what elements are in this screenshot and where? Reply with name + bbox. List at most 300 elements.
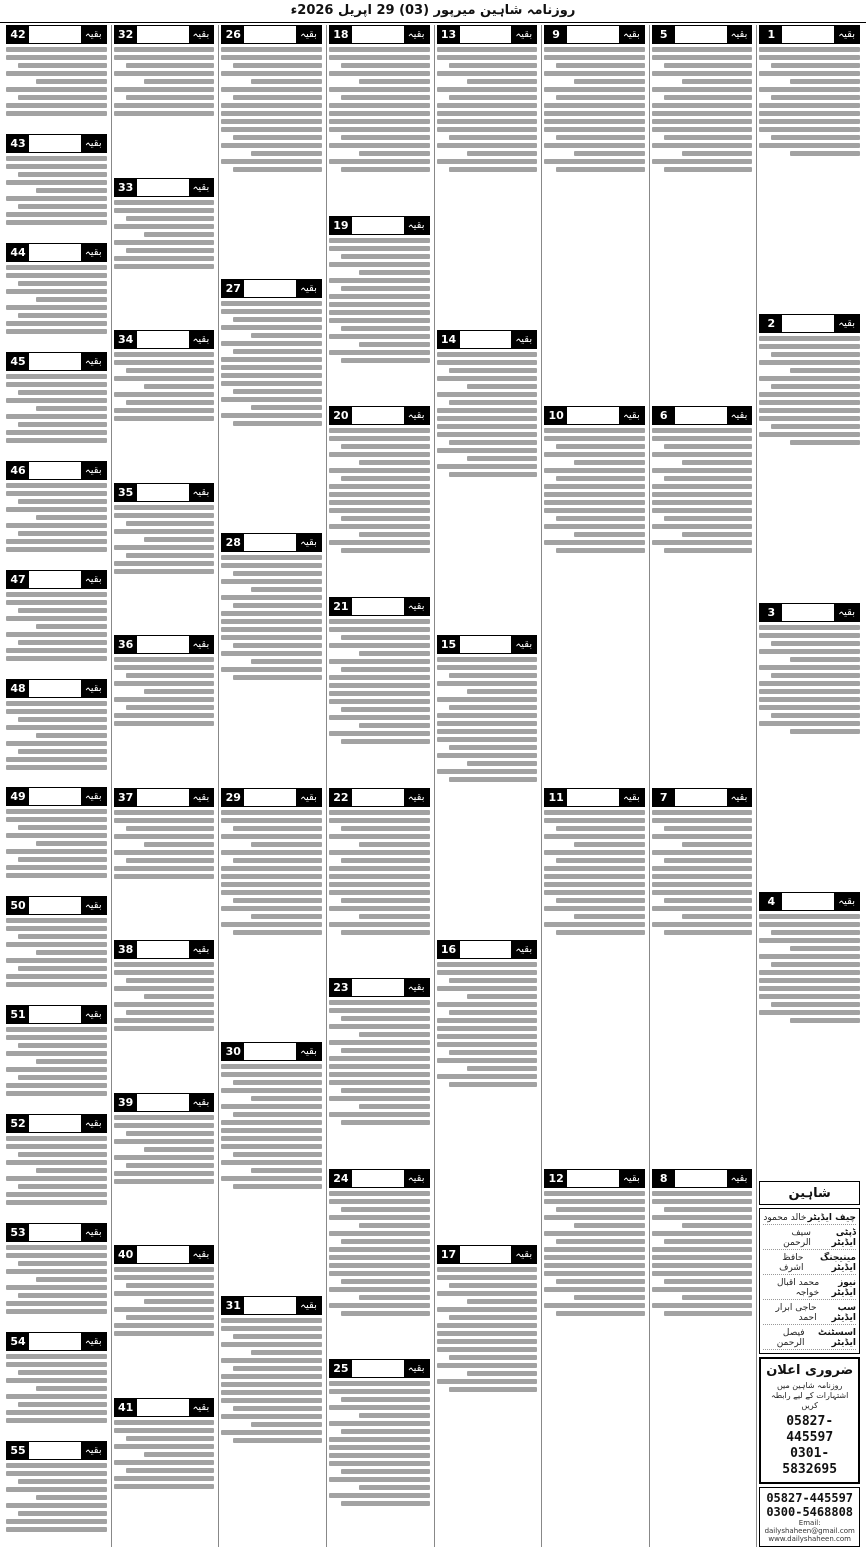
text-line xyxy=(6,1471,107,1476)
text-line xyxy=(114,240,215,245)
story-text xyxy=(6,1026,107,1111)
story-continuation xyxy=(6,1114,107,1220)
page-column xyxy=(649,25,755,1547)
text-line xyxy=(329,246,430,251)
story-continuation xyxy=(437,330,538,632)
text-line xyxy=(329,643,430,648)
story-tag xyxy=(652,25,753,44)
text-line xyxy=(329,55,430,60)
text-line xyxy=(6,592,107,597)
text-line xyxy=(329,159,430,164)
story-text xyxy=(652,46,753,403)
story-label: بقیہ xyxy=(619,1170,644,1187)
story-continuation xyxy=(437,1245,538,1547)
story-text xyxy=(329,427,430,594)
story-number: 51 xyxy=(7,1006,29,1023)
text-line xyxy=(652,922,753,927)
text-line xyxy=(329,890,430,895)
story-number: 47 xyxy=(7,571,29,588)
text-line xyxy=(329,691,430,696)
text-line xyxy=(359,151,429,156)
text-line xyxy=(449,978,538,983)
story-label: بقیہ xyxy=(189,331,214,348)
text-line xyxy=(449,368,538,373)
credit-name: فیصل الرحمن xyxy=(776,1328,805,1348)
text-line xyxy=(790,657,860,662)
text-line xyxy=(114,1123,215,1128)
text-line xyxy=(329,1199,430,1204)
story-text xyxy=(6,264,107,349)
story-label: بقیہ xyxy=(404,26,429,43)
text-line xyxy=(329,1303,430,1308)
text-line xyxy=(449,1082,538,1087)
text-line xyxy=(221,357,322,362)
text-line xyxy=(6,833,107,838)
text-line xyxy=(759,922,860,927)
story-text xyxy=(6,700,107,785)
text-line xyxy=(652,906,753,911)
text-line xyxy=(544,508,645,513)
story-number: 33 xyxy=(115,179,137,196)
text-line xyxy=(437,55,538,60)
text-line xyxy=(329,1000,430,1005)
text-line xyxy=(18,749,107,754)
credit-row xyxy=(763,1227,856,1250)
text-line xyxy=(329,1040,430,1045)
text-line xyxy=(329,731,430,736)
story-label: بقیہ xyxy=(189,636,214,653)
text-line xyxy=(221,555,322,560)
story-number: 52 xyxy=(7,1115,29,1132)
text-line xyxy=(114,1420,215,1425)
text-line xyxy=(6,709,107,714)
text-line xyxy=(233,1184,322,1189)
text-line xyxy=(544,850,645,855)
text-line xyxy=(341,1469,430,1474)
story-label: بقیہ xyxy=(189,1094,214,1111)
text-line xyxy=(114,1275,215,1280)
credit-name: خالد محمود xyxy=(763,1213,807,1223)
text-line xyxy=(556,516,645,521)
text-line xyxy=(114,681,215,686)
text-line xyxy=(6,1051,107,1056)
text-line xyxy=(449,1315,538,1320)
story-text xyxy=(544,809,645,1166)
text-line xyxy=(544,1263,645,1268)
text-line xyxy=(790,1018,860,1023)
text-line xyxy=(449,1283,538,1288)
story-tag xyxy=(759,314,860,333)
story-tag xyxy=(329,1359,430,1378)
text-line xyxy=(144,1147,214,1152)
text-line xyxy=(329,810,430,815)
text-line xyxy=(771,641,860,646)
text-line xyxy=(652,1247,753,1252)
text-line xyxy=(759,721,860,726)
text-line xyxy=(221,882,322,887)
text-line xyxy=(6,1136,107,1141)
text-line xyxy=(329,1287,430,1292)
story-label: بقیہ xyxy=(81,897,106,914)
text-line xyxy=(6,982,107,987)
text-line xyxy=(771,673,860,678)
story-continuation xyxy=(221,25,322,276)
text-line xyxy=(329,103,430,108)
story-text xyxy=(652,809,753,1166)
story-label: بقیہ xyxy=(296,280,321,297)
text-line xyxy=(114,1018,215,1023)
text-line xyxy=(6,1487,107,1492)
text-line xyxy=(544,500,645,505)
text-line xyxy=(18,825,107,830)
story-tag xyxy=(6,134,107,153)
text-line xyxy=(544,818,645,823)
text-line xyxy=(467,994,537,999)
text-line xyxy=(759,986,860,991)
text-line xyxy=(759,681,860,686)
text-line xyxy=(251,1096,321,1101)
text-line xyxy=(221,87,322,92)
story-label: بقیہ xyxy=(81,1442,106,1459)
text-line xyxy=(437,986,538,991)
text-line xyxy=(6,1378,107,1383)
text-line xyxy=(682,532,752,537)
contact-phone: 05827-445597 xyxy=(766,1491,854,1505)
text-line xyxy=(544,111,645,116)
text-line xyxy=(467,1299,537,1304)
text-line xyxy=(18,63,107,68)
story-tag xyxy=(329,978,430,997)
text-line xyxy=(759,625,860,630)
story-label: بقیہ xyxy=(727,789,752,806)
text-line xyxy=(329,683,430,688)
text-line xyxy=(544,1247,645,1252)
story-tag xyxy=(114,483,215,502)
text-line xyxy=(437,713,538,718)
text-line xyxy=(437,87,538,92)
story-number: 54 xyxy=(7,1333,29,1350)
text-line xyxy=(6,491,107,496)
story-continuation xyxy=(114,25,215,175)
text-line xyxy=(329,1421,430,1426)
text-line xyxy=(437,464,538,469)
story-number: 46 xyxy=(7,462,29,479)
text-line xyxy=(329,1263,430,1268)
text-line xyxy=(221,55,322,60)
text-line xyxy=(6,725,107,730)
contact-email: Email: dailyshaheen@gmail.com xyxy=(764,1519,855,1535)
text-line xyxy=(6,111,107,116)
story-number: 14 xyxy=(438,331,460,348)
staff-credits xyxy=(759,1208,860,1354)
text-line xyxy=(467,1066,537,1071)
story-label: بقیہ xyxy=(296,534,321,551)
text-line xyxy=(36,515,106,520)
story-text xyxy=(114,961,215,1090)
credit-role: چیف ایڈیٹر xyxy=(807,1213,856,1223)
story-label: بقیہ xyxy=(81,1115,106,1132)
text-line xyxy=(126,673,215,678)
story-label: بقیہ xyxy=(834,315,859,332)
text-line xyxy=(341,1501,430,1506)
text-line xyxy=(6,1083,107,1088)
text-line xyxy=(221,1136,322,1141)
story-tag xyxy=(114,1093,215,1112)
story-continuation xyxy=(221,1042,322,1293)
text-line xyxy=(221,619,322,624)
text-line xyxy=(652,159,753,164)
story-number: 41 xyxy=(115,1399,137,1416)
text-line xyxy=(759,400,860,405)
story-tag xyxy=(652,406,753,425)
text-line xyxy=(114,1139,215,1144)
story-number: 26 xyxy=(222,26,244,43)
story-continuation xyxy=(114,483,215,633)
story-text xyxy=(221,300,322,530)
text-line xyxy=(329,1112,430,1117)
text-line xyxy=(114,87,215,92)
story-label: بقیہ xyxy=(81,26,106,43)
text-line xyxy=(759,689,860,694)
text-line xyxy=(221,1430,322,1435)
text-line xyxy=(114,561,215,566)
text-line xyxy=(6,1394,107,1399)
text-line xyxy=(544,1215,645,1220)
story-tag xyxy=(329,788,430,807)
text-line xyxy=(437,1307,538,1312)
text-line xyxy=(556,63,645,68)
text-line xyxy=(6,156,107,161)
story-continuation xyxy=(329,216,430,404)
text-line xyxy=(341,286,430,291)
story-text xyxy=(6,1135,107,1220)
text-line xyxy=(544,866,645,871)
story-tag xyxy=(114,330,215,349)
story-continuation xyxy=(329,25,430,213)
text-line xyxy=(437,376,538,381)
text-line xyxy=(759,978,860,983)
text-line xyxy=(437,1002,538,1007)
text-line xyxy=(114,874,215,879)
text-line xyxy=(449,705,538,710)
text-line xyxy=(233,421,322,426)
text-line xyxy=(341,358,430,363)
text-line xyxy=(18,1479,107,1484)
text-line xyxy=(329,143,430,148)
text-line xyxy=(6,1503,107,1508)
text-line xyxy=(341,1311,430,1316)
story-continuation xyxy=(544,406,645,784)
text-line xyxy=(6,1463,107,1468)
story-tag xyxy=(329,216,430,235)
story-tag xyxy=(114,1398,215,1417)
text-line xyxy=(329,500,430,505)
page-column xyxy=(111,25,217,1547)
story-label: بقیہ xyxy=(296,789,321,806)
text-line xyxy=(437,416,538,421)
text-line xyxy=(449,95,538,100)
text-line xyxy=(652,127,753,132)
text-line xyxy=(114,55,215,60)
story-tag xyxy=(759,892,860,911)
text-line xyxy=(6,1362,107,1367)
text-line xyxy=(437,962,538,967)
story-number: 13 xyxy=(438,26,460,43)
sidebar-block xyxy=(759,1181,860,1547)
text-line xyxy=(329,850,430,855)
text-line xyxy=(36,841,106,846)
text-line xyxy=(437,352,538,357)
text-line xyxy=(221,1128,322,1133)
text-line xyxy=(652,1215,753,1220)
story-label: بقیہ xyxy=(619,407,644,424)
ad-phone: 0301-5832695 xyxy=(782,1446,838,1477)
text-line xyxy=(144,537,214,542)
text-line xyxy=(6,1253,107,1258)
text-line xyxy=(437,1058,538,1063)
text-line xyxy=(544,874,645,879)
text-line xyxy=(544,540,645,545)
text-line xyxy=(329,452,430,457)
story-tag xyxy=(114,25,215,44)
story-label: بقیہ xyxy=(834,604,859,621)
text-line xyxy=(329,278,430,283)
text-line xyxy=(221,47,322,52)
story-continuation xyxy=(544,25,645,403)
text-line xyxy=(126,978,215,983)
text-line xyxy=(126,400,215,405)
text-line xyxy=(6,600,107,605)
text-line xyxy=(652,428,753,433)
text-line xyxy=(36,406,106,411)
story-continuation xyxy=(6,679,107,785)
text-line xyxy=(6,398,107,403)
text-line xyxy=(114,1026,215,1031)
text-line xyxy=(329,302,430,307)
text-line xyxy=(652,484,753,489)
story-text xyxy=(6,373,107,458)
text-line xyxy=(18,857,107,862)
text-line xyxy=(251,659,321,664)
text-line xyxy=(329,818,430,823)
text-line xyxy=(437,729,538,734)
text-line xyxy=(18,966,107,971)
text-line xyxy=(221,111,322,116)
text-line xyxy=(437,1347,538,1352)
story-number: 22 xyxy=(330,789,352,806)
text-line xyxy=(6,757,107,762)
text-line xyxy=(18,1043,107,1048)
text-line xyxy=(329,874,430,879)
story-number: 40 xyxy=(115,1246,137,1263)
story-number: 32 xyxy=(115,26,137,43)
text-line xyxy=(449,63,538,68)
text-line xyxy=(759,938,860,943)
text-line xyxy=(790,946,860,951)
text-line xyxy=(6,1301,107,1306)
story-tag xyxy=(544,788,645,807)
text-line xyxy=(544,127,645,132)
text-line xyxy=(233,95,322,100)
text-line xyxy=(759,649,860,654)
text-line xyxy=(221,1390,322,1395)
story-text xyxy=(329,999,430,1166)
text-line xyxy=(221,381,322,386)
text-line xyxy=(437,1034,538,1039)
text-line xyxy=(664,858,753,863)
story-label: بقیہ xyxy=(81,1006,106,1023)
text-line xyxy=(329,922,430,927)
story-tag xyxy=(652,788,753,807)
story-continuation xyxy=(652,788,753,1166)
page-column xyxy=(218,25,324,1547)
story-text xyxy=(652,427,753,784)
story-text xyxy=(759,624,860,889)
text-line xyxy=(114,834,215,839)
text-line xyxy=(544,922,645,927)
text-line xyxy=(467,384,537,389)
story-text xyxy=(329,618,430,785)
text-line xyxy=(329,659,430,664)
story-continuation xyxy=(652,406,753,784)
text-line xyxy=(652,810,753,815)
text-line xyxy=(6,1245,107,1250)
text-line xyxy=(329,1215,430,1220)
story-continuation xyxy=(329,597,430,785)
text-line xyxy=(126,248,215,253)
text-line xyxy=(682,842,752,847)
text-line xyxy=(221,635,322,640)
text-line xyxy=(6,1285,107,1290)
text-line xyxy=(126,826,215,831)
text-line xyxy=(574,1295,644,1300)
text-line xyxy=(114,360,215,365)
text-line xyxy=(233,603,322,608)
page-column xyxy=(541,25,647,1547)
masthead-date: روزنامہ شاہین میرپور (03) 29 اپریل 2026ء xyxy=(290,3,576,18)
text-line xyxy=(759,143,860,148)
text-line xyxy=(790,151,860,156)
text-line xyxy=(221,1358,322,1363)
story-text xyxy=(329,46,430,213)
text-line xyxy=(233,1406,322,1411)
text-line xyxy=(556,1311,645,1316)
text-line xyxy=(114,1307,215,1312)
story-tag xyxy=(6,461,107,480)
text-line xyxy=(221,1374,322,1379)
text-line xyxy=(556,1207,645,1212)
text-line xyxy=(329,627,430,632)
text-line xyxy=(437,1026,538,1031)
text-line xyxy=(251,1350,321,1355)
story-continuation xyxy=(114,1245,215,1395)
text-line xyxy=(449,745,538,750)
text-line xyxy=(251,151,321,156)
story-number: 3 xyxy=(760,604,782,621)
text-line xyxy=(771,95,860,100)
text-line xyxy=(771,1002,860,1007)
text-line xyxy=(449,135,538,140)
story-text xyxy=(759,46,860,311)
story-label: بقیہ xyxy=(727,26,752,43)
text-line xyxy=(6,1354,107,1359)
text-line xyxy=(556,167,645,172)
text-line xyxy=(6,656,107,661)
text-line xyxy=(6,1410,107,1415)
story-label: بقیہ xyxy=(619,26,644,43)
story-continuation xyxy=(6,787,107,893)
text-line xyxy=(18,1370,107,1375)
